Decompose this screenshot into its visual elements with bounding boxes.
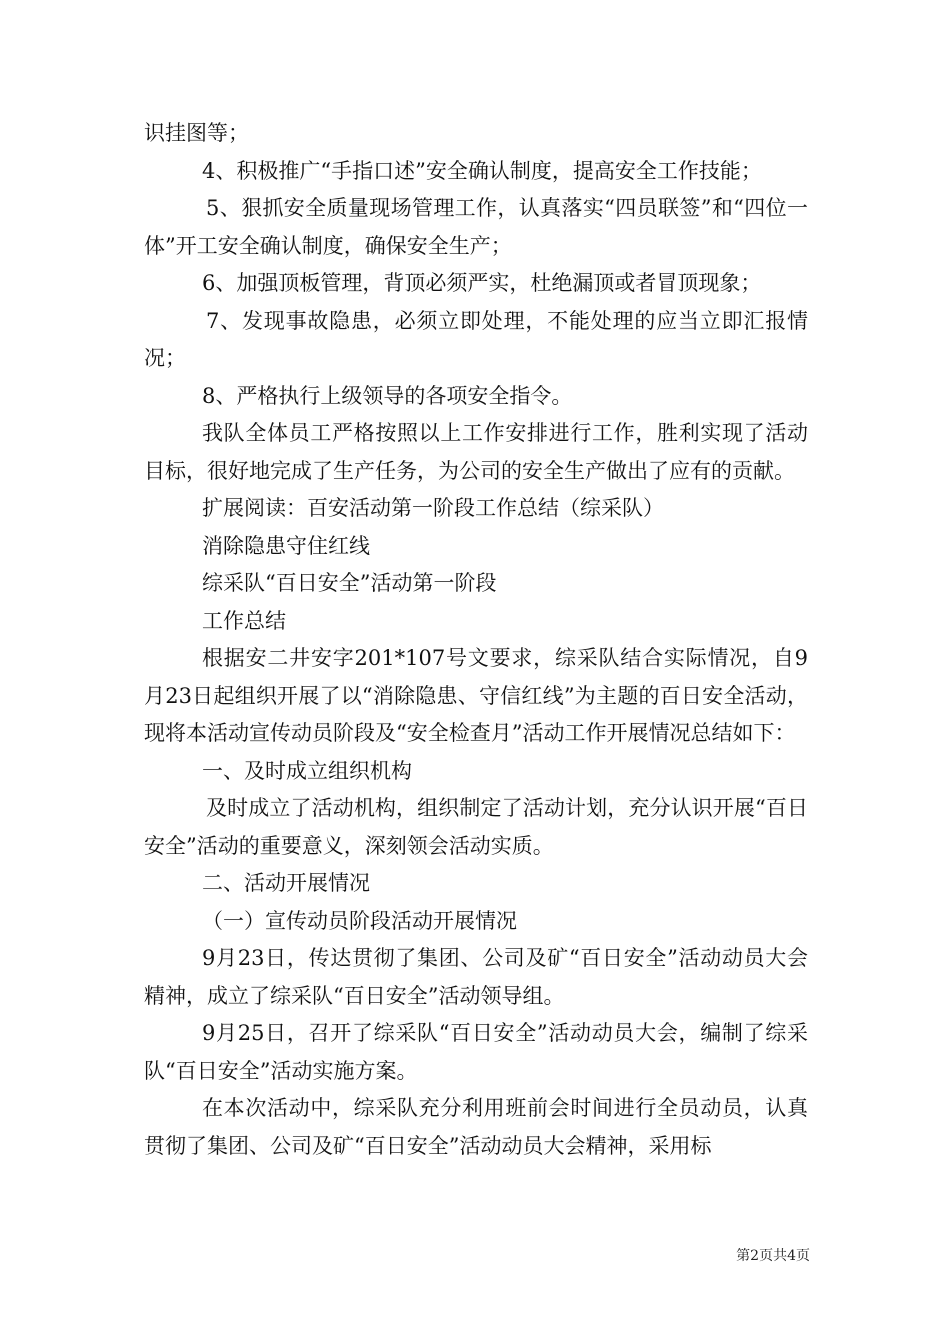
paragraph: 9月23日，传达贯彻了集团、公司及矿“百日安全”活动动员大会精神，成立了综采队“百日安全”活动领导组。 [144,946,808,1008]
paragraph: 识挂图等； [144,121,249,145]
paragraph: 一、及时成立组织机构 [202,758,412,783]
paragraph: 9月25日，召开了综采队“百日安全”活动动员大会，编制了综采队“百日安全”活动实施方案。 [144,1021,808,1083]
paragraph: 根据安二井安字201*107号文要求，综采队结合实际情况，自9月23日起组织开展了以“消除隐患、守信红线”为主题的百日安全活动，现将本活动宣传动员阶段及“安全检查月”活动工作开展情况总结如下： [144,646,808,745]
paragraph: 8、严格执行上级领导的各项安全指令。 [202,383,573,408]
paragraph: 综采队“百日安全”活动第一阶段 [202,571,497,595]
paragraph: 我队全体员工严格按照以上工作安排进行工作，胜利实现了活动目标，很好地完成了生产任务，为公司的安全生产做出了应有的贡献。 [144,421,808,483]
paragraph: 在本次活动中，综采队充分利用班前会时间进行全员动员，认真贯彻了集团、公司及矿“百日安全”活动动员大会精神，采用标 [144,1096,808,1158]
page-number: 第2页共4页 [736,1248,810,1264]
paragraph: 7、发现事故隐患，必须立即处理，不能处理的应当立即汇报情况； [144,308,808,370]
paragraph: （一）宣传动员阶段活动开展情况 [202,908,517,933]
paragraph: 二、活动开展情况 [202,871,370,895]
paragraph: 工作总结 [202,608,286,633]
paragraph: 消除隐患守住红线 [202,533,370,558]
paragraph: 6、加强顶板管理，背顶必须严实，杜绝漏顶或者冒顶现象； [202,271,762,295]
paragraph: 及时成立了活动机构，组织制定了活动计划，充分认识开展“百日安全”活动的重要意义，深刻领会活动实质。 [144,796,808,858]
document-body [144,115,808,1165]
paragraph: 扩展阅读：百安活动第一阶段工作总结（综采队） [202,496,664,520]
paragraph: 4、积极推广“手指口述”安全确认制度，提高安全工作技能； [202,158,762,183]
paragraph: 5、狠抓安全质量现场管理工作，认真落实“四员联签”和“四位一体”开工安全确认制度，确保安全生产； [144,196,808,258]
